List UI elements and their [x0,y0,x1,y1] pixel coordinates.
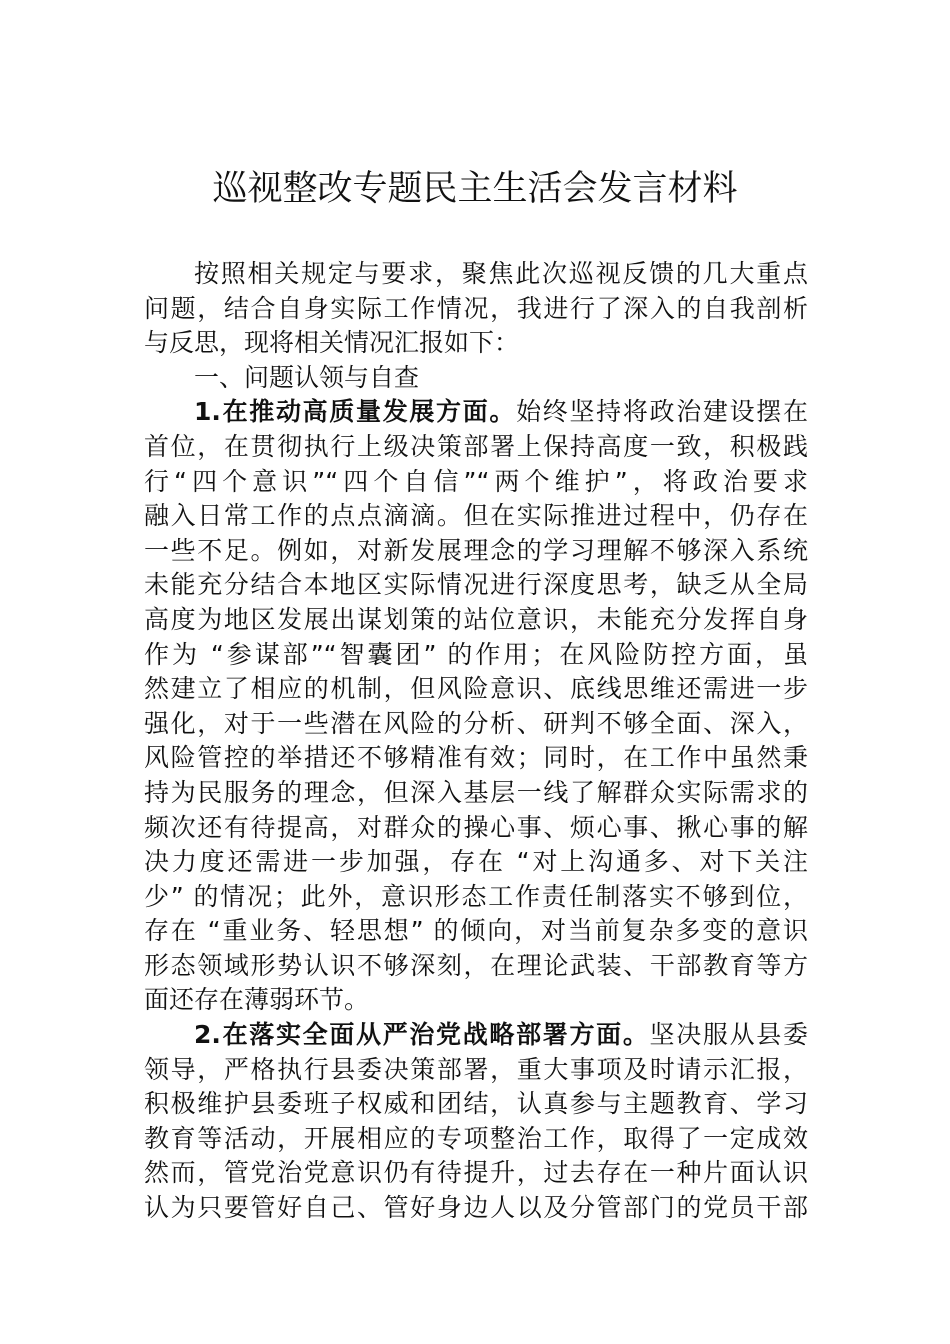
paragraph-line: 1.在推动高质量发展方面。始终坚持将政治建设摆在 [194,397,808,427]
paragraph-line: 一些不足。例如，对新发展理念的学习理解不够深入系统 [144,535,808,565]
paragraph-line: 未能充分结合本地区实际情况进行深度思考，缺乏从全局 [144,570,808,600]
document-title: 巡视整改专题民主生活会发言材料 [212,169,738,209]
paragraph-line: 教育等活动，开展相应的专项整治工作，取得了一定成效 [144,1123,808,1153]
paragraph-line: 首位，在贯彻执行上级决策部署上保持高度一致，积极践 [144,431,808,461]
paragraph-line: 形态领域形势认识不够深刻，在理论武装、干部教育等方 [144,950,808,980]
paragraph-line: 领导，严格执行县委决策部署，重大事项及时请示汇报， [144,1054,808,1084]
paragraph-line: 作为 “参谋部”“智囊团” 的作用；在风险防控方面，虽 [144,639,808,669]
paragraph-line: 强化，对于一些潜在风险的分析、研判不够全面、深入， [144,708,808,738]
paragraph-line: 少” 的情况；此外，意识形态工作责任制落实不够到位， [144,881,808,911]
bold-lead-in: 1.在推动高质量发展方面。 [194,397,517,427]
paragraph-line: 风险管控的举措还不够精准有效；同时，在工作中虽然秉 [144,743,808,773]
bold-lead-in: 2.在落实全面从严治党战略部署方面。 [194,1020,650,1050]
paragraph-line: 认为只要管好自己、管好身边人以及分管部门的党员干部 [144,1193,808,1223]
paragraph-line: 与反思，现将相关情况汇报如下： [144,328,520,358]
paragraph-line: 积极维护县委班子权威和团结，认真参与主题教育、学习 [144,1089,808,1119]
paragraph-line: 决力度还需进一步加强，存在 “对上沟通多、对下关注 [144,847,808,877]
paragraph-line: 然建立了相应的机制，但风险意识、底线思维还需进一步 [144,674,808,704]
paragraph-line: 然而，管党治党意识仍有待提升，过去存在一种片面认识 [144,1158,808,1188]
paragraph-line: 高度为地区发展出谋划策的站位意识，未能充分发挥自身 [144,604,808,634]
paragraph-line: 频次还有待提高，对群众的操心事、烦心事、揪心事的解 [144,812,808,842]
paragraph-line: 持为民服务的理念，但深入基层一线了解群众实际需求的 [144,777,808,807]
document-body [144,257,808,1226]
paragraph-line: 按照相关规定与要求，聚焦此次巡视反馈的几大重点 [194,259,808,288]
paragraph-line: 面还存在薄弱环节。 [144,985,370,1015]
paragraph-line: 问题，结合自身实际工作情况，我进行了深入的自我剖析 [144,293,808,323]
section-heading: 一、问题认领与自查 [194,362,420,392]
paragraph-line: 行“四个意识”“四个自信”“两个维护”，将政治要求 [144,466,808,496]
paragraph-line: 融入日常工作的点点滴滴。但在实际推进过程中，仍存在 [144,501,808,531]
paragraph-line: 2.在落实全面从严治党战略部署方面。坚决服从县委 [194,1020,808,1050]
paragraph-line: 存在 “重业务、轻思想” 的倾向，对当前复杂多变的意识 [144,916,808,946]
